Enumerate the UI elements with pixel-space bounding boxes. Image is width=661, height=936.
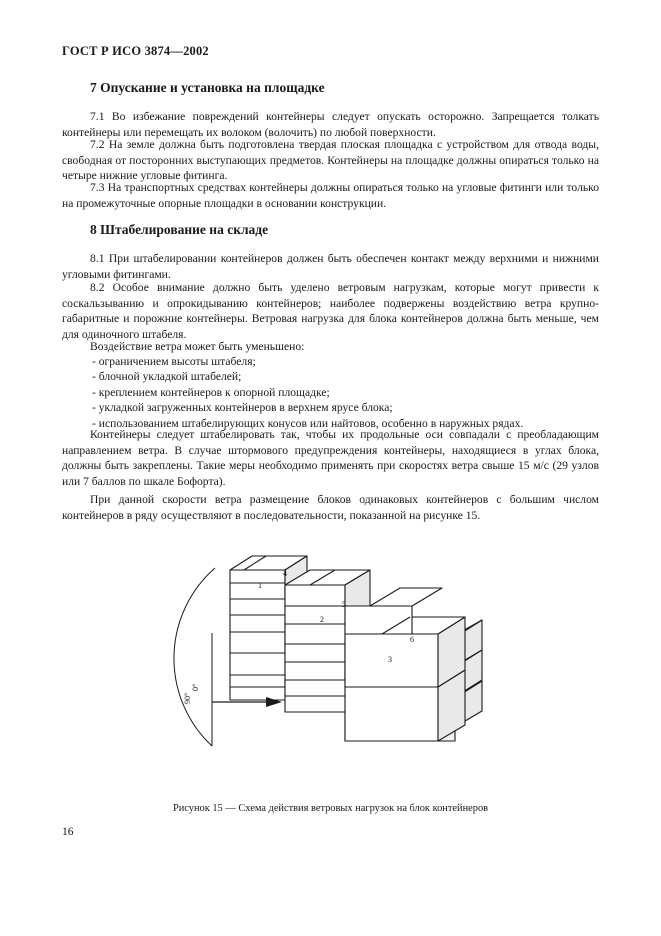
page-number: 16 <box>62 826 74 838</box>
paragraph-stacking-orientation: Контейнеры следует штабелировать так, чтобы их продольные оси совпадали с преобладающим направлением ветра. В случае штормового предупреждения контейнеры, находящиеся в углах блока, должны быть закреплены. Такие меры необходимо применять при скоростях ветра свыше 15 м/с (29 узлов или 7 баллов по шкале Бофорта). <box>62 428 599 488</box>
list-item: - использованием штабелирующих конусов или найтовов, особенно в наружных рядах. <box>92 416 524 430</box>
paragraph-8-2: 8.2 Особое внимание должно быть уделено ветровым нагрузкам, которые могут привести к соскальзыванию и опрокидыванию контейнеров; наиболее подвержены воздействию ветра крупно-габаритные и порожние контейнеры. Ветровая нагрузка для блока контейнеров должна быть меньше, чем для одиночного штабеля. <box>62 281 599 341</box>
list-item: - блочной укладкой штабелей; <box>92 370 242 384</box>
paragraph-7-2: 7.2 На земле должна быть подготовлена твердая плоская площадка с устройством для отвода воды, свободная от посторонних выступающих предметов. Контейнеры на площадке должны опираться только на четыре нижние угловые фитинга. <box>62 138 599 183</box>
paragraph-wind-reduction: Воздействие ветра может быть уменьшено: <box>90 340 305 353</box>
container-stack-figure <box>170 540 500 755</box>
wind-reduction-list <box>92 354 592 431</box>
paragraph-sequence: При данной скорости ветра размещение блоков одинаковых контейнеров с большим числом контейнеров в ряду осуществляют в последовательности, показанной на рисунке 15. <box>62 493 599 522</box>
container-label-3: 3 <box>388 655 392 664</box>
angle-label-0: 0° <box>191 683 200 691</box>
angle-label-90: 90° <box>183 692 192 704</box>
container-label-1: 1 <box>258 581 262 590</box>
figure-caption: Рисунок 15 — Схема действия ветровых нагрузок на блок контейнеров <box>172 803 489 814</box>
list-item: - креплением контейнеров к опорной площадке; <box>92 385 330 399</box>
paragraph-7-3: 7.3 На транспортных средствах контейнеры должны опираться только на угловые фитинги или только на промежуточные опорные площадки в основании конструкции. <box>62 181 599 210</box>
section-8-title: 8 Штабелирование на складе <box>90 222 269 237</box>
container-label-4: 4 <box>283 569 287 578</box>
wind-angle-arc <box>174 568 215 746</box>
container-label-6: 6 <box>410 635 414 644</box>
paragraph-8-1: 8.1 При штабелировании контейнеров должен быть обеспечен контакт между верхними и нижними угловыми фитингами. <box>62 252 599 281</box>
container-label-2: 2 <box>320 615 324 624</box>
paragraph-7-1: 7.1 Во избежание повреждений контейнеры следует опускать осторожно. Запрещается толкать контейнеры или перемещать их волоком (волочить) по любой поверхности. <box>62 110 599 139</box>
container-label-5: 5 <box>342 600 346 609</box>
list-item: - укладкой загруженных контейнеров в верхнем ярусе блока; <box>92 401 393 415</box>
section-7-title: 7 Опускание и установка на площадке <box>90 80 325 95</box>
list-item: - ограничением высоты штабеля; <box>92 355 256 368</box>
document-header: ГОСТ Р ИСО 3874—2002 <box>62 44 209 58</box>
